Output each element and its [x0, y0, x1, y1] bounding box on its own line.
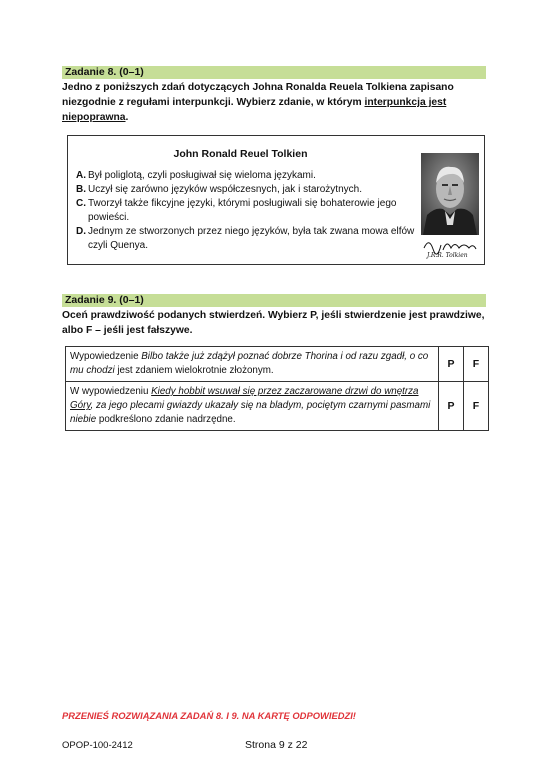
task8-instructions-underlined: interpunkcja jest	[364, 97, 447, 108]
transfer-answers-note: PRZENIEŚ ROZWIĄZANIA ZADAŃ 8. I 9. NA KARTĘ ODPOWIEDZI!	[62, 710, 356, 721]
statement-2-post: podkreślono zdanie nadrzędne.	[96, 414, 236, 425]
task8-instructions-line3	[62, 110, 490, 125]
option-a-letter: A.	[76, 170, 86, 181]
task8-box-title: John Ronald Reuel Tolkien	[173, 148, 308, 160]
statement-1-post: jest zdaniem wielokrotnie złożonym.	[114, 365, 274, 376]
task9-title: Zadanie 9. (0–1)	[65, 294, 144, 306]
task9-instructions-line1: Oceń prawdziwość podanych stwierdzeń. Wybierz P, jeśli stwierdzenie jest prawdziwe,	[62, 310, 485, 321]
task8-instructions-underlined-2: niepoprawna	[62, 112, 126, 123]
statement-1-pre: Wypowiedzenie	[70, 351, 142, 362]
option-c-text: Tworzył także fikcyjne języki, którymi posługiwali się bohaterowie jego powieści.	[88, 198, 397, 223]
option-d[interactable]	[76, 225, 416, 253]
task8-box	[67, 135, 485, 265]
option-d-letter: D.	[76, 226, 86, 237]
task8-options	[76, 169, 416, 253]
statement-1	[66, 347, 439, 382]
task8-instructions	[62, 80, 490, 125]
statement-2-p-choice[interactable]: P	[439, 382, 464, 431]
task8-title: Zadanie 8. (0–1)	[65, 66, 144, 78]
task9-instructions-line2: albo F – jeśli jest fałszywe.	[62, 325, 193, 336]
task8-instructions-period: .	[125, 112, 129, 123]
page-number: Strona 9 z 22	[245, 739, 308, 751]
task9-table	[65, 346, 489, 431]
statement-1-p-choice[interactable]: P	[439, 347, 464, 382]
tolkien-signature: J.R.R. Tolkien	[427, 252, 468, 259]
task8-instructions-text: niezgodnie z regułami interpunkcji. Wybierz zdanie, w którym	[62, 97, 365, 108]
task9-instructions	[62, 308, 490, 338]
table-row	[66, 382, 489, 431]
statement-2	[66, 382, 439, 431]
exam-code: OPOP-100-2412	[62, 740, 133, 751]
option-d-text: Jednym ze stworzonych przez niego języków, była tak zwana mowa elfów czyli Quenya.	[88, 226, 415, 251]
table-row	[66, 347, 489, 382]
option-b[interactable]	[76, 183, 416, 197]
statement-2-quote-underlined: Kiedy hobbit wsuwał się przez zaczarowane drzwi do wnętrza Góry	[70, 386, 419, 411]
task8-instructions-line1: Jedno z poniższych zdań dotyczących Johna Ronalda Reuela Tolkiena zapisano	[62, 82, 454, 93]
statement-1-f-choice[interactable]: F	[464, 347, 489, 382]
option-b-text: Uczył się zarówno języków współczesnych, jak i starożytnych.	[88, 184, 362, 195]
statement-2-quote-rest: , za jego plecami gwiazdy ukazały się na bladym, pociętym czarnymi pasmami niebie	[70, 400, 431, 425]
option-c[interactable]	[76, 197, 416, 225]
statement-2-pre: W wypowiedzeniu	[70, 386, 152, 397]
option-a[interactable]	[76, 169, 416, 183]
task8-instructions-line2	[62, 95, 490, 110]
statement-1-quote: Bilbo także już zdążył poznać dobrze Thorina i od razu zgadł, o co mu chodzi	[70, 351, 429, 376]
option-a-text: Był poliglotą, czyli posługiwał się wieloma językami.	[88, 170, 316, 181]
statement-2-f-choice[interactable]: F	[464, 382, 489, 431]
option-c-letter: C.	[76, 198, 86, 209]
tolkien-portrait-image	[421, 153, 479, 260]
option-b-letter: B.	[76, 184, 86, 195]
